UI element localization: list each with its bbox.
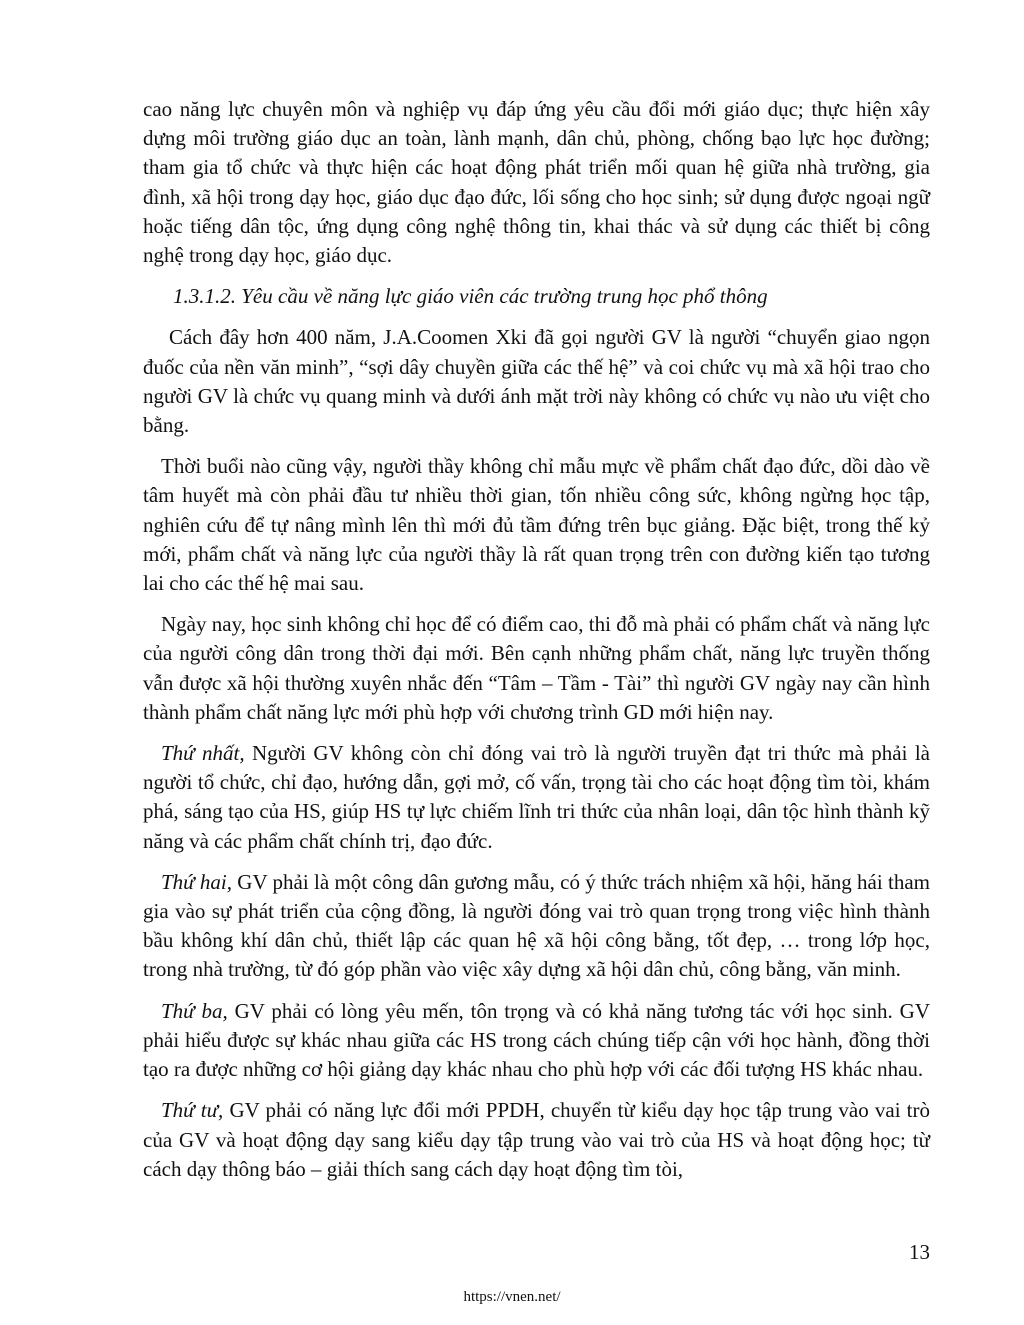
paragraph-lead: Thứ hai, xyxy=(161,869,233,894)
document-page xyxy=(143,95,930,1196)
paragraph-text: cao năng lực chuyên môn và nghiệp vụ đáp ứng yêu cầu đổi mới giáo dục; thực hiện xây dựng môi trường giáo dục an toàn, lành mạnh, dân chủ, phòng, chống bạo lực học đường; tham gia tổ chức và thực hiện các hoạt động phát triển mối quan hệ giữa nhà trường, gia đình, xã hội trong dạy học, giáo dục đạo đức, lối sống cho học sinh; sử dụng được ngoại ngữ hoặc tiếng dân tộc, ứng dụng công nghệ thông tin, khai thác và sử dụng các thiết bị công nghệ trong dạy học, giáo dục. xyxy=(143,97,930,268)
paragraph-text: Cách đây hơn 400 năm, J.A.Coomen Xki đã gọi người GV là người “chuyển giao ngọn đuốc của nền văn minh”, “sợi dây chuyền giữa các thế hệ” và coi chức vụ mà xã hội trao cho người GV là chức vụ quang minh và dưới ánh mặt trời này không có chức vụ nào ưu việt cho bằng. xyxy=(143,325,930,438)
paragraph-lead: Thứ nhất, xyxy=(161,741,245,766)
paragraph-text: GV phải có năng lực đổi mới PPDH, chuyển từ kiểu dạy học tập trung vào vai trò của GV và hoạt động dạy sang kiểu dạy tập trung vào vai trò của HS và hoạt động học; từ cách dạy thông báo – giải thích sang cách dạy hoạt động tìm tòi, xyxy=(143,1098,931,1181)
paragraph-students-today xyxy=(143,610,930,727)
paragraph-continuation xyxy=(143,95,930,270)
paragraph-lead: Thứ ba, xyxy=(161,998,228,1023)
paragraph-first xyxy=(143,739,930,856)
paragraph-teacher-role xyxy=(143,452,930,598)
footer-url[interactable]: https://vnen.net/ xyxy=(463,1289,561,1305)
paragraph-text: GV phải là một công dân gương mẫu, có ý thức trách nhiệm xã hội, hăng hái tham gia vào sự phát triển của cộng đồng, là người đóng vai trò quan trọng trong việc hình thành bầu không khí dân chủ, thiết lập các quan hệ xã hội công bằng, tốt đẹp, … trong lớp học, trong nhà trường, từ đó góp phần vào việc xây dựng xã hội dân chủ, công bằng, văn minh. xyxy=(143,869,930,982)
paragraph-text: Thời buổi nào cũng vậy, người thầy không chỉ mẫu mực về phẩm chất đạo đức, dồi dào về tâm huyết mà còn phải đầu tư nhiều thời gian, tốn nhiều công sức, không ngừng học tập, nghiên cứu để tự nâng mình lên thì mới đủ tầm đứng trên bục giảng. Đặc biệt, trong thế kỷ mới, phẩm chất và năng lực của người thầy là rất quan trọng trên con đường kiến tạo tương lai cho các thế hệ mai sau. xyxy=(143,454,930,596)
paragraph-coomen-quote xyxy=(143,323,930,440)
paragraph-third xyxy=(143,997,930,1085)
section-heading: 1.3.1.2. Yêu cầu về năng lực giáo viên các trường trung học phổ thông xyxy=(173,284,768,309)
paragraph-lead: Thứ tư, xyxy=(161,1098,224,1123)
page-number: 13 xyxy=(909,1240,930,1264)
paragraph-second xyxy=(143,868,930,985)
paragraph-text: Người GV không còn chỉ đóng vai trò là người truyền đạt tri thức mà phải là người tổ chức, chỉ đạo, hướng dẫn, gợi mở, cố vấn, trọng tài cho các hoạt động tìm tòi, khám phá, sáng tạo của HS, giúp HS tự lực chiếm lĩnh tri thức của nhân loại, dân tộc hình thành kỹ năng và các phẩm chất chính trị, đạo đức. xyxy=(143,741,931,853)
paragraph-fourth xyxy=(143,1096,930,1184)
paragraph-text: Ngày nay, học sinh không chỉ học để có điểm cao, thi đỗ mà phải có phẩm chất và năng lực của người công dân trong thời đại mới. Bên cạnh những phẩm chất, năng lực truyền thống vẫn được xã hội thường xuyên nhắc đến “Tâm – Tầm - Tài” thì người GV ngày nay cần hình thành phẩm chất năng lực mới phù hợp với chương trình GD mới hiện nay. xyxy=(143,612,930,724)
paragraph-text: GV phải có lòng yêu mến, tôn trọng và có khả năng tương tác với học sinh. GV phải hiểu được sự khác nhau giữa các HS trong cách chúng tiếp cận với học hành, đồng thời tạo ra được những cơ hội giảng dạy khác nhau cho phù hợp với các đối tượng HS khác nhau. xyxy=(143,998,930,1082)
